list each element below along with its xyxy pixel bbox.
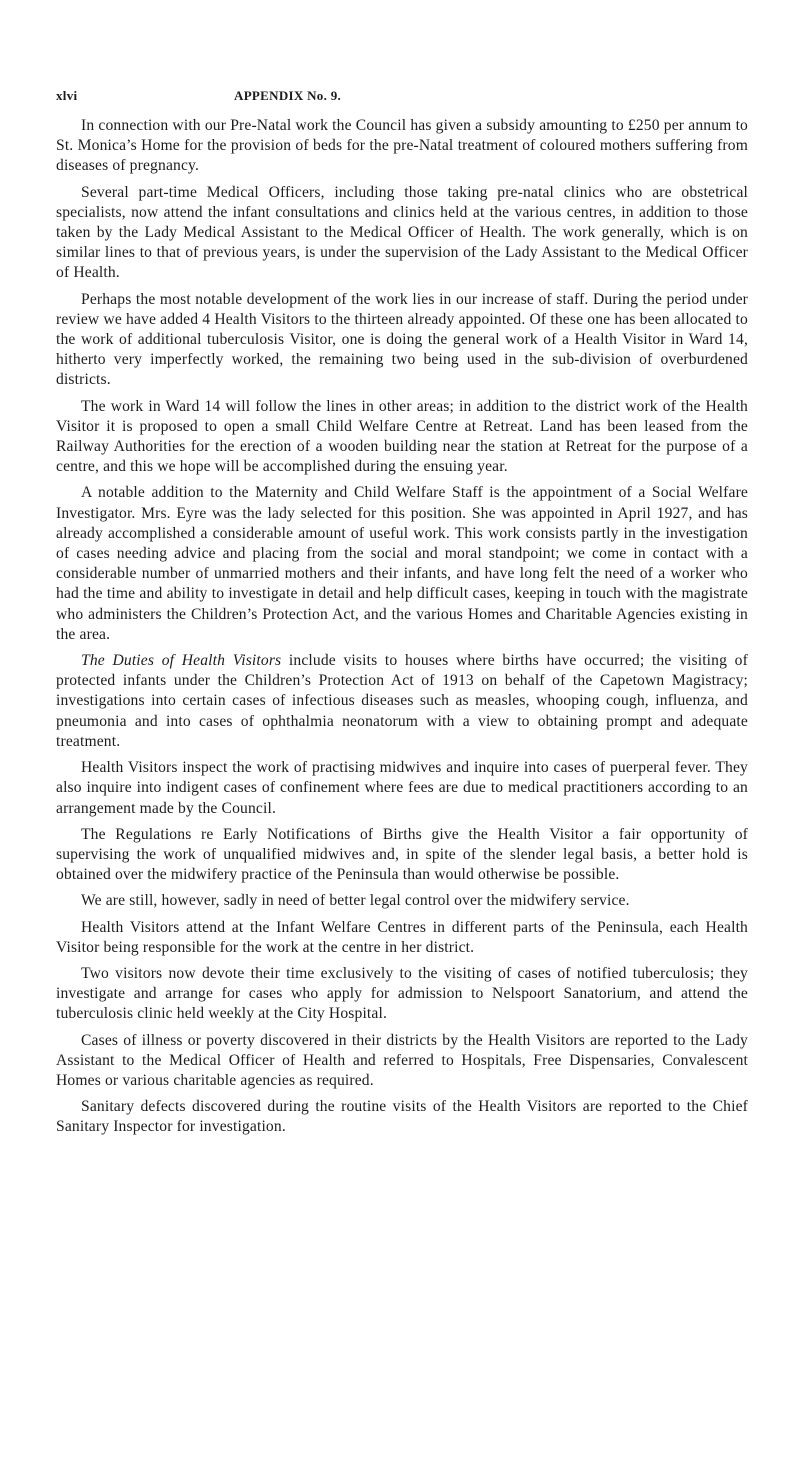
paragraph-tuberculosis-visitors: Two visitors now devote their time exclusively to the visiting of cases of notified tuberculosis; they investigate and arrange for cases who apply for admission to Nelspoort Sanatorium, and attend the tuberculosis clinic held weekly at the City Hospital. — [56, 964, 748, 1023]
paragraph-ward-14: The work in Ward 14 will follow the lines in other areas; in addition to the district work of the Health Visitor it is proposed to open a small Child Welfare Centre at Retreat. Land has been leased from the Railway Authorities for the erection of a wooden building near the station at Retreat for the purpose of a centre, and this we hope will be accomplished during the ensuing year. — [56, 397, 748, 476]
paragraph-illness-poverty: Cases of illness or poverty discovered in their districts by the Health Visitors are reported to the Lady Assistant to the Medical Officer of Health and referred to Hospitals, Free Dispensaries, Convalescent Homes or various charitable agencies as required. — [56, 1031, 748, 1089]
paragraph-infant-welfare-centres: Health Visitors attend at the Infant Welfare Centres in different parts of the Peninsula, each Health Visitor being responsible for the work at the centre in her district. — [56, 918, 748, 956]
paragraph-subsidy: In connection with our Pre-Natal work the Council has given a subsidy amounting to £250 per annum to St. Monica’s Home for the provision of beds for the pre-Natal treatment of coloured mothers suffering from diseases of pregnancy. — [56, 117, 748, 175]
running-title: APPENDIX No. 9. — [234, 88, 342, 103]
page-number: xlvi — [56, 88, 78, 103]
paragraph-social-welfare-investigator: A notable addition to the Maternity and Child Welfare Staff is the appointment of a Social Welfare Investigator. Mrs. Eyre was the lady selected for this position. She was appointed in April 1927, and has already accomplished a considerable amount of useful work. This work consists partly in the investigation of cases needing advice and placing from the social and moral standpoint; we come in contact with a considerable number of unmarried mothers and their infants, and have long felt the need of a worker who had the time and ability to investigate in detail and help difficult cases, keeping in touch with the magistrate who administers the Children’s Protection Act, and the various Homes and Charitable Agencies existing in the area. — [56, 484, 748, 643]
paragraph-regulations: The Regulations re Early Notifications of Births give the Health Visitor a fair opportunity of supervising the work of unqualified midwives and, in spite of the slender legal basis, a better hold is obtained over the midwifery practice of the Peninsula than would otherwise be possible. — [56, 825, 748, 884]
duties-text: include visits to houses where births have occurred; the visiting of protected infants under the Children’s Protection Act of 1913 on behalf of the Capetown Magistracy; investigations into certain cases of infectious diseases such as measles, whooping cough, influenza, and pneumonia and into cases of ophthalmia neonatorum with a view to obtaining prompt and adequate treatment. — [56, 652, 748, 750]
page-header — [56, 88, 746, 108]
paragraph-sanitary-defects: Sanitary defects discovered during the routine visits of the Health Visitors are reported to the Chief Sanitary Inspector for investigation. — [56, 1098, 748, 1136]
duties-heading: The Duties of Health Visitors — [81, 652, 282, 670]
paragraph-duties-of-health-visitors — [56, 651, 748, 752]
body-text — [56, 116, 748, 1144]
paragraph-midwives-inspection: Health Visitors inspect the work of practising midwives and inquire into cases of puerperal fever. They also inquire into indigent cases of confinement where fees are due to medical practitioners according to an arrangement made by the Council. — [56, 759, 748, 817]
paragraph-legal-control: We are still, however, sadly in need of better legal control over the midwifery service. — [81, 892, 630, 910]
paragraph-medical-officers: Several part-time Medical Officers, including those taking pre-natal clinics who are obstetrical specialists, now attend the infant consultations and clinics held at the various centres, in addition to those taken by the Lady Medical Assistant to the Medical Officer of Health. The work generally, which is on similar lines to that of previous years, is under the supervision of the Lady Assistant to the Medical Officer of Health. — [56, 183, 748, 282]
paragraph-staff-increase: Perhaps the most notable development of the work lies in our increase of staff. During the period under review we have added 4 Health Visitors to the thirteen already appointed. Of these one has been allocated to the work of additional tuberculosis Visitor, one is doing the general work of a Health Visitor in Ward 14, hitherto very imperfectly worked, the remaining two being used in the sub-division of overburdened districts. — [56, 290, 748, 389]
